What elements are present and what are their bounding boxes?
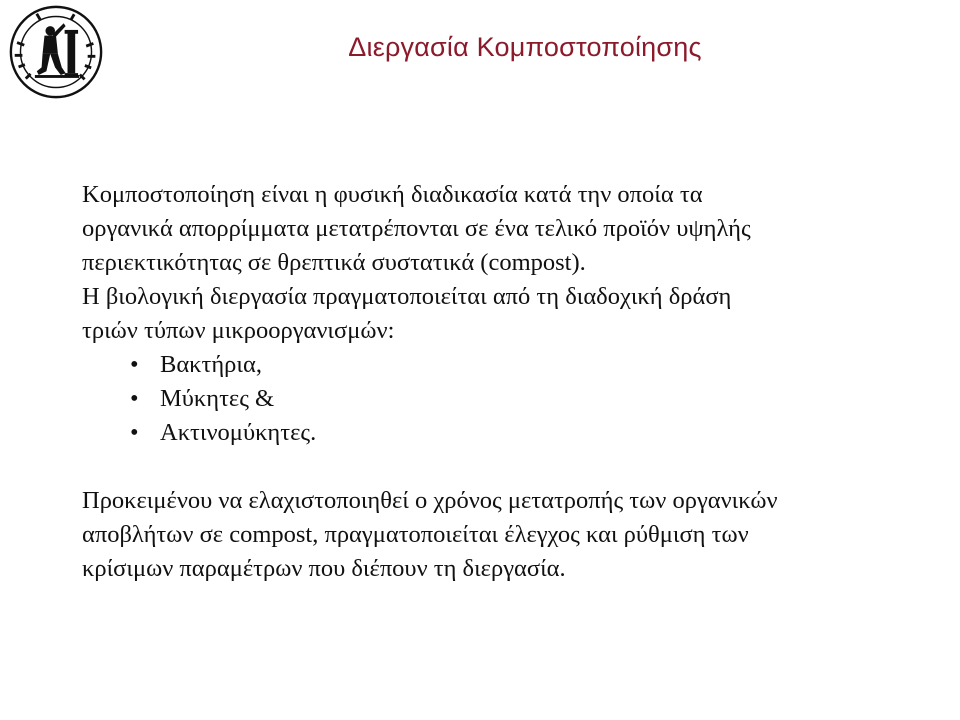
- intro-line: τριών τύπων μικροοργανισμών:: [82, 317, 395, 344]
- intro-line: περιεκτικότητας σε θρεπτικά συστατικά (compost).: [82, 249, 586, 276]
- bullet-icon: •: [130, 419, 139, 446]
- intro-line: οργανικά απορρίμματα μετατρέπονται σε ένα τελικό προϊόν υψηλής: [82, 215, 751, 242]
- list-item: [82, 416, 942, 450]
- intro-line: Κομποστοποίηση είναι η φυσική διαδικασία κατά την οποία τα: [82, 181, 703, 208]
- bullet-icon: •: [130, 385, 139, 412]
- closing-line: Προκειμένου να ελαχιστοποιηθεί ο χρόνος μετατροπής των οργανικών: [82, 487, 778, 514]
- list-item-label: Μύκητες &: [160, 385, 275, 412]
- list-item-label: Βακτήρια,: [160, 351, 262, 378]
- slide-title: Διεργασία Κομποστοποίησης: [348, 32, 702, 62]
- closing-line: κρίσιμων παραμέτρων που διέπουν τη διεργασία.: [82, 555, 566, 582]
- list-item: [82, 382, 942, 416]
- intro-line: Η βιολογική διεργασία πραγματοποιείται από τη διαδοχική δράση: [82, 283, 732, 310]
- closing-line: αποβλήτων σε compost, πραγματοποιείται έλεγχος και ρύθμιση των: [82, 521, 749, 548]
- microorganism-list: [82, 348, 942, 450]
- bullet-icon: •: [130, 351, 139, 378]
- slide-body: [82, 178, 942, 586]
- paragraph-gap: [82, 450, 942, 484]
- list-item: [82, 348, 942, 382]
- list-item-label: Ακτινομύκητες.: [160, 419, 317, 446]
